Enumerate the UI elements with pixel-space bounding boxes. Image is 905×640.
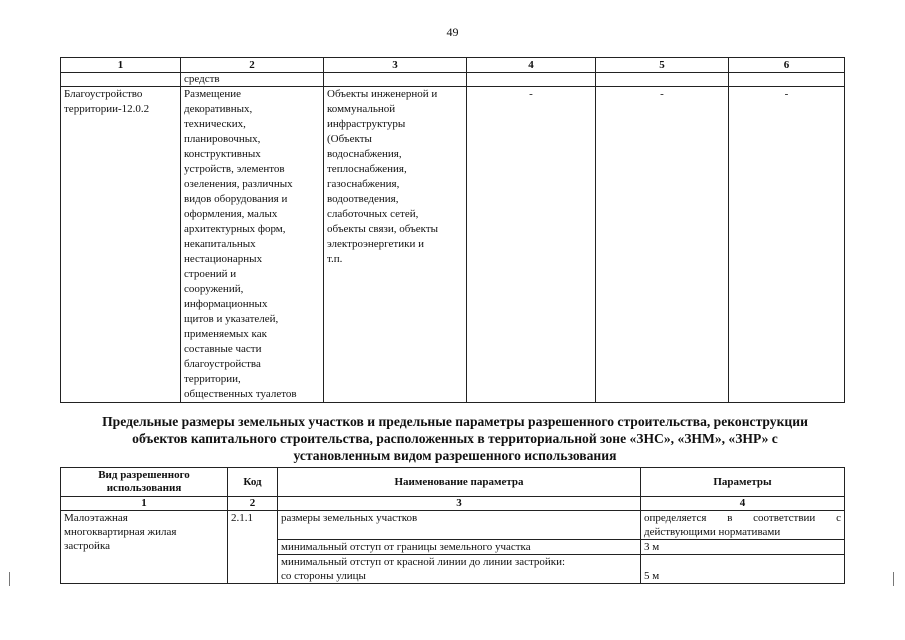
column-number: 1 xyxy=(61,58,181,73)
cell-line: общественных туалетов xyxy=(184,388,297,400)
column-number: 3 xyxy=(324,58,467,73)
column-number: 4 xyxy=(641,497,845,511)
cell-line: благоустройства xyxy=(184,358,261,370)
cell-line: Размещение xyxy=(184,88,242,100)
cell-line: устройств, элементов xyxy=(184,163,285,175)
column-number: 1 xyxy=(61,497,228,511)
value-line: действующими нормативами xyxy=(644,526,781,538)
cell-line: оформления, малых xyxy=(184,208,278,220)
param-cell: размеры земельных участков xyxy=(278,511,641,540)
continuation-row xyxy=(61,73,845,87)
use-name-cell xyxy=(61,87,181,403)
table-row xyxy=(61,511,845,540)
table-header-row xyxy=(61,58,845,73)
column-number: 4 xyxy=(467,58,596,73)
cell-line: планировочных, xyxy=(184,133,261,145)
cell-line: Благоустройство xyxy=(64,88,143,100)
cell-line: декоративных, xyxy=(184,103,253,115)
cell-line: Объекты инженерной и xyxy=(327,88,438,100)
column-number: 6 xyxy=(729,58,845,73)
heading-line: объектов капитального строительства, расположенных в территориальной зоне «ЗНС», «ЗНМ», «ЗНР» с xyxy=(132,431,778,446)
cell-line: теплоснабжения, xyxy=(327,163,407,175)
section-heading xyxy=(40,413,870,464)
dash-cell: - xyxy=(596,87,729,403)
use-type-cell xyxy=(61,511,228,584)
column-number: 3 xyxy=(278,497,641,511)
scan-mark xyxy=(9,572,10,586)
value-cell xyxy=(641,511,845,540)
value-line xyxy=(644,511,841,525)
heading-line: Предельные размеры земельных участков и предельные параметры разрешенного строительства, реконструкции xyxy=(102,414,808,429)
cell-line: объекты связи, объекты xyxy=(327,223,439,235)
cell-line: информационных xyxy=(184,298,268,310)
value-word: определяется xyxy=(644,512,707,524)
cell-line: территории-12.0.2 xyxy=(64,103,150,115)
column-number: 2 xyxy=(228,497,278,511)
header-cell: Параметры xyxy=(641,468,845,497)
param-line: минимальный отступ от красной линии до линии застройки: xyxy=(281,556,566,568)
heading-line: установленным видом разрешенного использования xyxy=(293,448,617,463)
cell-line: озеленения, различных xyxy=(184,178,293,190)
param-line: со стороны улицы xyxy=(281,570,366,582)
dash-cell: - xyxy=(467,87,596,403)
cell-line: слаботочных сетей, xyxy=(327,208,419,220)
header-cell: Наименование параметра xyxy=(278,468,641,497)
cell-line: (Объекты xyxy=(327,133,372,145)
cell-line: составные части xyxy=(184,343,262,355)
param-cell xyxy=(278,555,641,584)
column-number: 5 xyxy=(596,58,729,73)
land-use-table xyxy=(60,57,845,403)
continuation-text: средств xyxy=(181,73,324,87)
cell-line: т.п. xyxy=(327,253,343,265)
code-cell: 2.1.1 xyxy=(228,511,278,584)
scan-mark xyxy=(893,572,894,586)
cell-line: электроэнергетики и xyxy=(327,238,424,250)
column-number: 2 xyxy=(181,58,324,73)
cell-line: конструктивных xyxy=(184,148,261,160)
header-cell: Вид разрешенного использования xyxy=(61,468,228,497)
cell-line: технических, xyxy=(184,118,246,130)
cell-line: архитектурных форм, xyxy=(184,223,286,235)
value-word: соответствии xyxy=(753,512,816,524)
value-cell: 3 м xyxy=(641,540,845,555)
cell-line: водоснабжения, xyxy=(327,148,402,160)
cell-line: инфраструктуры xyxy=(327,118,406,130)
cell-line: щитов и указателей, xyxy=(184,313,279,325)
cell-line: территории, xyxy=(184,373,241,385)
parameters-table xyxy=(60,467,845,584)
cell-line: видов оборудования и xyxy=(184,193,288,205)
value-word: с xyxy=(836,512,841,524)
cell-line: применяемых как xyxy=(184,328,267,340)
cell-line: водоотведения, xyxy=(327,193,399,205)
cell-line: многоквартирная жилая xyxy=(64,526,177,538)
cell-line: застройка xyxy=(64,540,110,552)
objects-cell xyxy=(324,87,467,403)
page-number: 49 xyxy=(446,25,459,39)
cell-line: коммунальной xyxy=(327,103,396,115)
cell-line: нестационарных xyxy=(184,253,263,265)
cell-line: Малоэтажная xyxy=(64,512,128,524)
cell-line: строений и xyxy=(184,268,237,280)
table-header-row xyxy=(61,468,845,497)
cell-line: газоснабжения, xyxy=(327,178,400,190)
cell-line: некапитальных xyxy=(184,238,256,250)
column-number-row xyxy=(61,497,845,511)
dash-cell: - xyxy=(729,87,845,403)
header-cell: Код xyxy=(228,468,278,497)
description-cell xyxy=(181,87,324,403)
param-cell: минимальный отступ от границы земельного участка xyxy=(278,540,641,555)
table-row xyxy=(61,87,845,403)
value-word: в xyxy=(727,512,733,524)
cell-line: сооружений, xyxy=(184,283,244,295)
value-cell: 5 м xyxy=(641,555,845,584)
